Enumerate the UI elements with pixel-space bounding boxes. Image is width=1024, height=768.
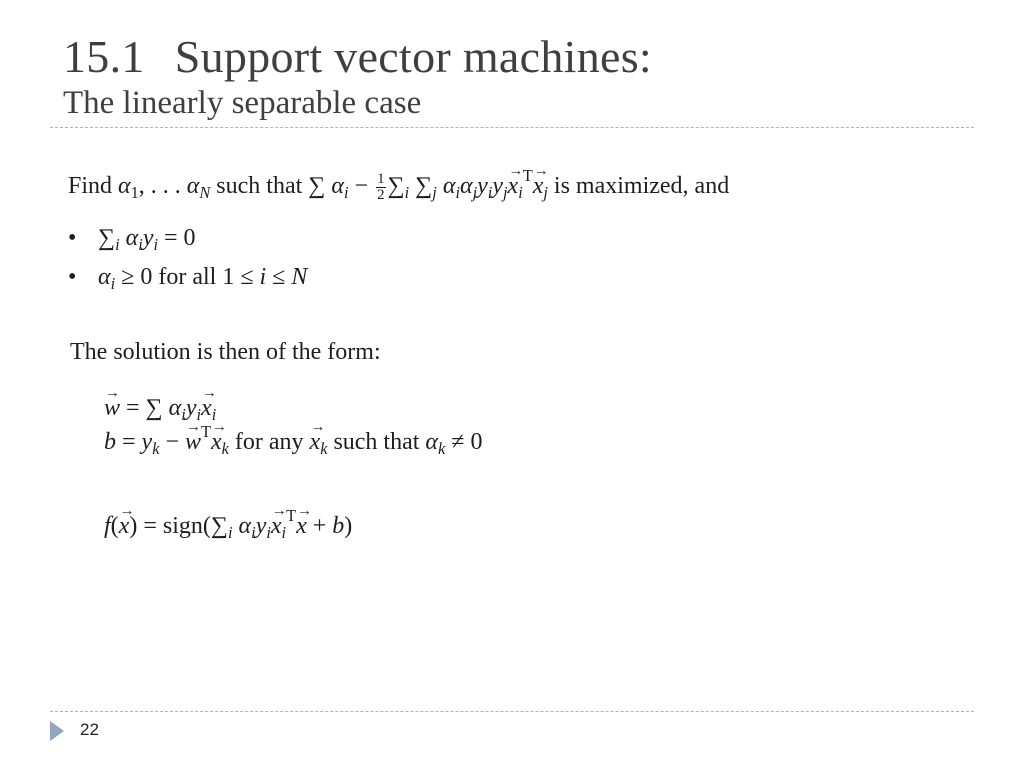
page-number: 22 — [80, 720, 99, 739]
optimization-statement: Find $\alpha_1$, . . . $\alpha_N$ such that ∑ $\alpha_i$ − $\frac{1}{2}$ $\sum_i$ $\sum_j$ $\alpha_i\alpha_jy_iy_j\to x_i^T\to x_j$ is maximized, and — [68, 172, 729, 203]
equation-b: $b = y_k$ − → $w^T\to x_k$ for any → $x_k$ such that $\alpha_k \ne 0$ — [104, 428, 482, 457]
equation-w: → w = ∑ $\alpha_iy_i\to x_i$ — [104, 394, 216, 423]
title-text: Support vector machines: — [174, 31, 653, 82]
title-subtitle: The linearly separable case — [63, 85, 422, 121]
title-main — [63, 30, 652, 83]
bottom-divider — [50, 711, 974, 712]
solution-intro: The solution is then of the form: — [70, 339, 381, 365]
bullet-dot: • — [68, 225, 77, 251]
constraint-sum: • $\sum_i$ $\alpha_iy_i = 0$ — [68, 225, 196, 254]
triangle-arrow-icon — [50, 721, 64, 741]
bullet-dot: • — [68, 264, 77, 290]
constraint-nonnegative: • $\alpha_i \ge 0$ for all 1 ≤ i ≤ N — [68, 264, 308, 293]
one-half-fraction: $\frac{1}{2}$ — [377, 171, 385, 203]
section-number: 15.1 — [63, 31, 145, 82]
decision-function: $f(\to x) = sign(\sum_i$ $\alpha_iy_i\to x_i^T\to x + b$) — [104, 512, 352, 541]
top-divider — [50, 127, 974, 128]
